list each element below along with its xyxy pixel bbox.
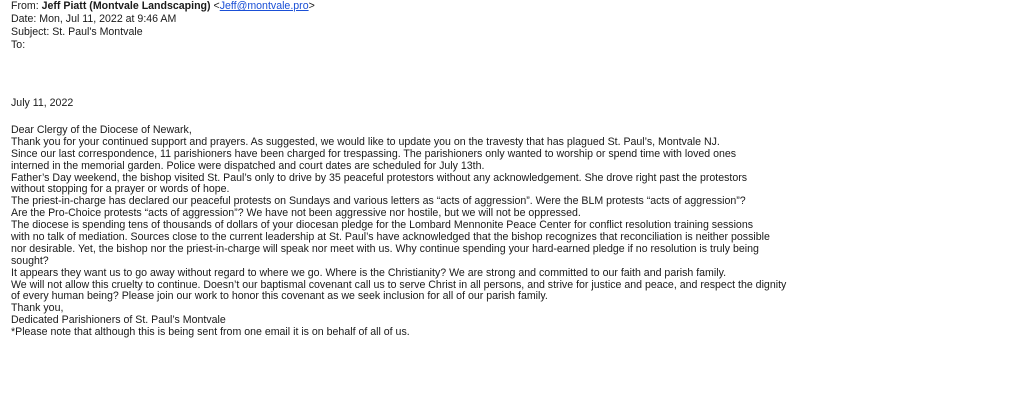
letter-line: Dedicated Parishioners of St. Paul’s Montvale xyxy=(11,314,226,327)
letter-line: nor desirable. Yet, the bishop nor the priest-in-charge will speak nor meet with us. Why continue spending your hard-earned pledge if no resolution is truly being xyxy=(11,242,759,255)
letter-line: Are the Pro-Choice protests “acts of aggression”? We have not been aggressive nor hostile, but we will not be oppressed. xyxy=(11,207,581,220)
letter-line: Thank you for your continued support and prayers. As suggested, we would like to update you on the travesty that has plagued St. Paul’s, Montvale NJ. xyxy=(11,135,720,148)
email-message xyxy=(11,0,1016,339)
subject-value: St. Paul's Montvale xyxy=(52,26,143,38)
letter-line: It appears they want us to go away without regard to where we go. Where is the Christianity? We are strong and committed to our faith and parish family. xyxy=(11,266,727,279)
date-label: Date: xyxy=(11,13,37,25)
letter-line: interned in the memorial garden. Police were dispatched and court dates are scheduled for July 13th. xyxy=(11,159,485,172)
to-line xyxy=(11,39,1016,52)
letter-line: We will not allow this cruelty to continue. Doesn’t our baptismal covenant call us to serve Christ in all persons, and strive for justice and peace, and respect the dignity xyxy=(11,278,787,291)
letter-line: Since our last correspondence, 11 parishioners have been charged for trespassing. The parishioners only wanted to worship or spend time with loved ones xyxy=(11,147,737,160)
letter-line: Dear Clergy of the Diocese of Newark, xyxy=(11,124,192,136)
letter-line: sought? xyxy=(11,254,49,267)
letter-date: July 11, 2022 xyxy=(11,97,74,109)
letter-line: of every human being? Please join our work to honor this covenant as we seek inclusion for all of our parish family. xyxy=(11,290,548,303)
letter-line: The diocese is spending tens of thousands of dollars of your diocesan pledge for the Lombard Mennonite Peace Center for conflict resolution training sessions xyxy=(11,219,754,232)
letter-line: *Please note that although this is being sent from one email it is on behalf of all of us. xyxy=(11,326,410,339)
date-value: Mon, Jul 11, 2022 at 9:46 AM xyxy=(39,13,177,25)
date-line xyxy=(11,13,1016,26)
sender-email-open: < xyxy=(213,0,220,12)
letter-line: The priest-in-charge has declared our peaceful protests on Sundays and various letters as “acts of aggression”. Were the BLM protests “acts of aggression”? xyxy=(11,195,746,208)
letter-line: Father’s Day weekend, the bishop visited St. Paul’s only to drive by 35 peaceful protestors without any acknowledgement. She drove right past the protestors xyxy=(11,171,748,184)
sender-email-close: > xyxy=(308,0,315,12)
from-line xyxy=(11,0,1016,13)
to-label: To: xyxy=(11,39,26,51)
sender-name: Jeff Piatt (Montvale Landscaping) xyxy=(41,0,211,12)
from-label: From: xyxy=(11,0,39,12)
letter-line: without stopping for a prayer or words of hope. xyxy=(11,183,230,196)
letter-body xyxy=(11,125,1016,339)
sender-email-link[interactable]: Jeff@montvale.pro xyxy=(219,0,309,12)
letter-line: with no talk of mediation. Sources close to the current leadership at St. Paul’s have acknowledged that the bishop recognizes that reconciliation is neither possible xyxy=(11,231,770,244)
letter-line: Thank you, xyxy=(11,302,64,315)
subject-line xyxy=(11,26,1016,39)
subject-label: Subject: xyxy=(11,26,50,38)
